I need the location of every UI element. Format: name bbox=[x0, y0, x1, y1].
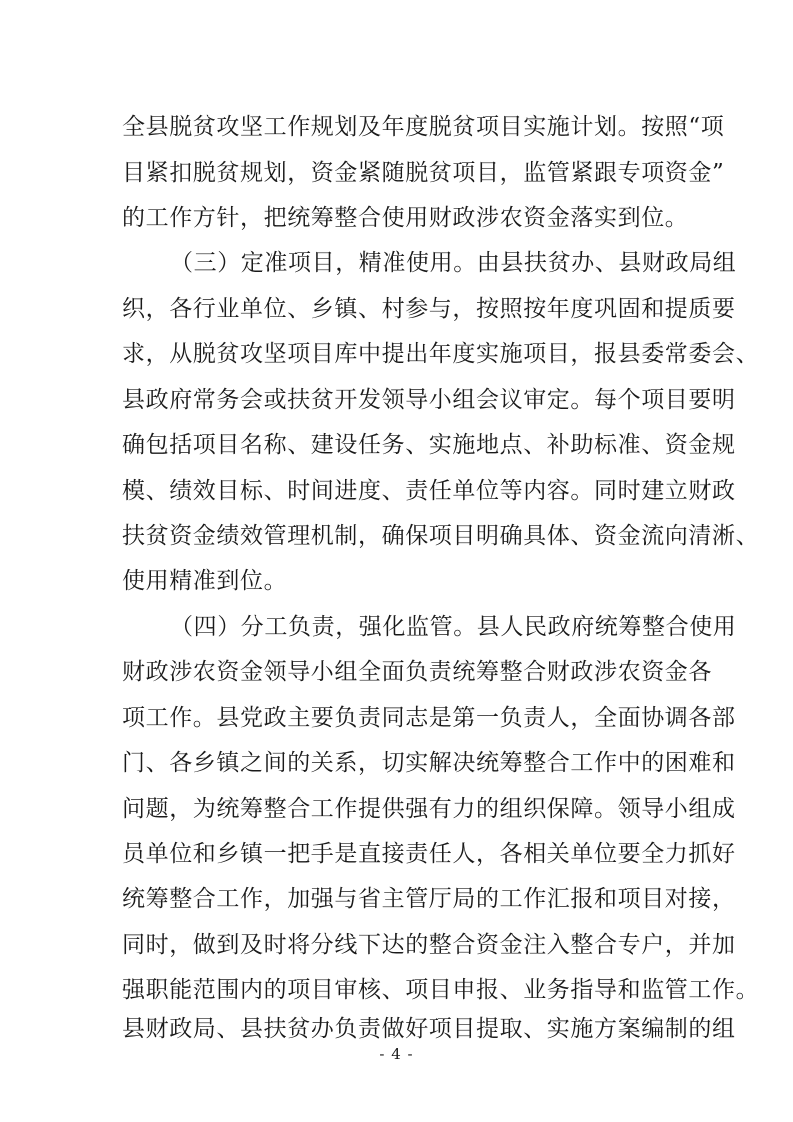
text-line: 的工作方针，把统筹整合使用财政涉农资金落实到位。 bbox=[122, 205, 689, 231]
section-heading-line: （四）分工负责，强化监管。县人民政府统筹整合使用 bbox=[170, 614, 737, 640]
page-number: - 4 - bbox=[379, 1045, 414, 1063]
text-line: 使用精准到位。 bbox=[122, 568, 288, 594]
section-heading-line: （三）定准项目，精准使用。由县扶贫办、县财政局组 bbox=[170, 250, 737, 276]
text-line: 门、各乡镇之间的关系，切实解决统筹整合工作中的困难和 bbox=[122, 750, 736, 776]
text-line: 全县脱贫攻坚工作规划及年度脱贫项目实施计划。按照“项 bbox=[122, 114, 725, 140]
text-line: 县政府常务会或扶贫开发领导小组会议审定。每个项目要明 bbox=[122, 387, 736, 413]
text-line: 员单位和乡镇一把手是直接责任人，各相关单位要全力抓好 bbox=[122, 841, 736, 867]
text-line: 同时，做到及时将分线下达的整合资金注入整合专户，并加 bbox=[122, 932, 736, 958]
text-line: 项工作。县党政主要负责同志是第一负责人，全面协调各部 bbox=[122, 705, 736, 731]
text-line: 县财政局、县扶贫办负责做好项目提取、实施方案编制的组 bbox=[122, 1016, 736, 1042]
text-line: 求，从脱贫攻坚项目库中提出年度实施项目，报县委常委会、 bbox=[122, 341, 760, 367]
text-line: 织，各行业单位、乡镇、村参与，按照按年度巩固和提质要 bbox=[122, 296, 736, 322]
text-line: 强职能范围内的项目审核、项目申报、业务指导和监管工作。 bbox=[122, 977, 760, 1003]
text-line: 确包括项目名称、建设任务、实施地点、补助标准、资金规 bbox=[122, 432, 736, 458]
text-line: 问题，为统筹整合工作提供强有力的组织保障。领导小组成 bbox=[122, 796, 736, 822]
text-line: 模、绩效目标、时间进度、责任单位等内容。同时建立财政 bbox=[122, 478, 736, 504]
text-line: 扶贫资金绩效管理机制，确保项目明确具体、资金流向清淅、 bbox=[122, 523, 760, 549]
text-line: 统筹整合工作，加强与省主管厅局的工作汇报和项目对接， bbox=[122, 886, 736, 912]
text-line: 财政涉农资金领导小组全面负责统筹整合财政涉农资金各 bbox=[122, 659, 712, 685]
text-line: 目紧扣脱贫规划，资金紧随脱贫项目，监管紧跟专项资金” bbox=[122, 160, 725, 186]
